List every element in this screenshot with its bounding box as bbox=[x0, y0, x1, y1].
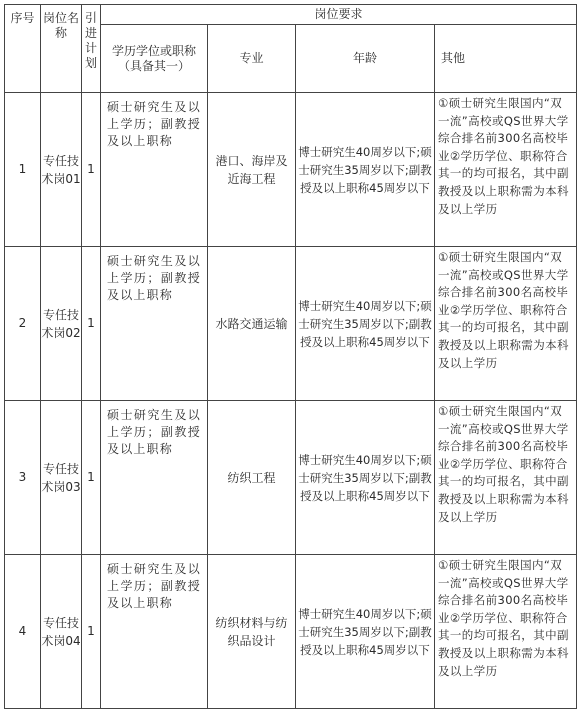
header-requirements: 岗位要求 bbox=[101, 5, 577, 25]
age-cell: 博士研究生40周岁以下;硕士研究生35周岁以下;副教授及以上职称45周岁以下 bbox=[296, 401, 435, 555]
major-cell: 纺织材料与纺织品设计 bbox=[208, 555, 296, 709]
seq-cell: 1 bbox=[5, 93, 41, 247]
header-position-name: 岗位名称 bbox=[41, 5, 82, 93]
major-cell: 港口、海岸及近海工程 bbox=[208, 93, 296, 247]
education-cell: 硕士研究生及以上学历；副教授及以上职称 bbox=[101, 247, 208, 401]
education-cell: 硕士研究生及以上学历；副教授及以上职称 bbox=[101, 93, 208, 247]
table-row bbox=[5, 401, 577, 555]
plan-cell: 1 bbox=[82, 555, 101, 709]
plan-cell: 1 bbox=[82, 93, 101, 247]
age-cell: 博士研究生40周岁以下;硕士研究生35周岁以下;副教授及以上职称45周岁以下 bbox=[296, 93, 435, 247]
table-row bbox=[5, 93, 577, 247]
major-cell: 纺织工程 bbox=[208, 401, 296, 555]
header-seq: 序号 bbox=[5, 5, 41, 93]
other-cell: ①硕士研究生限国内“双一流”高校或QS世界大学综合排名前300名高校毕业②学历学位、职称符合其一的均可报名，其中副教授及以上职称需为本科及以上学历 bbox=[435, 555, 577, 709]
other-cell: ①硕士研究生限国内“双一流”高校或QS世界大学综合排名前300名高校毕业②学历学位、职称符合其一的均可报名，其中副教授及以上职称需为本科及以上学历 bbox=[435, 247, 577, 401]
position-name-cell: 专任技术岗03 bbox=[41, 401, 82, 555]
table-row bbox=[5, 555, 577, 709]
other-cell: ①硕士研究生限国内“双一流”高校或QS世界大学综合排名前300名高校毕业②学历学位、职称符合其一的均可报名，其中副教授及以上职称需为本科及以上学历 bbox=[435, 401, 577, 555]
table-row bbox=[5, 247, 577, 401]
header-plan: 引进计划 bbox=[82, 5, 101, 93]
plan-cell: 1 bbox=[82, 247, 101, 401]
header-education: 学历学位或职称（具备其一） bbox=[101, 25, 208, 93]
header-other: 其他 bbox=[435, 25, 577, 93]
position-name-cell: 专任技术岗02 bbox=[41, 247, 82, 401]
age-cell: 博士研究生40周岁以下;硕士研究生35周岁以下;副教授及以上职称45周岁以下 bbox=[296, 247, 435, 401]
seq-cell: 2 bbox=[5, 247, 41, 401]
plan-cell: 1 bbox=[82, 401, 101, 555]
position-name-cell: 专任技术岗01 bbox=[41, 93, 82, 247]
other-cell: ①硕士研究生限国内“双一流”高校或QS世界大学综合排名前300名高校毕业②学历学位、职称符合其一的均可报名，其中副教授及以上职称需为本科及以上学历 bbox=[435, 93, 577, 247]
seq-cell: 3 bbox=[5, 401, 41, 555]
position-table bbox=[4, 4, 577, 709]
education-cell: 硕士研究生及以上学历；副教授及以上职称 bbox=[101, 555, 208, 709]
position-name-cell: 专任技术岗04 bbox=[41, 555, 82, 709]
header-age: 年龄 bbox=[296, 25, 435, 93]
header-major: 专业 bbox=[208, 25, 296, 93]
education-cell: 硕士研究生及以上学历；副教授及以上职称 bbox=[101, 401, 208, 555]
age-cell: 博士研究生40周岁以下;硕士研究生35周岁以下;副教授及以上职称45周岁以下 bbox=[296, 555, 435, 709]
seq-cell: 4 bbox=[5, 555, 41, 709]
major-cell: 水路交通运输 bbox=[208, 247, 296, 401]
